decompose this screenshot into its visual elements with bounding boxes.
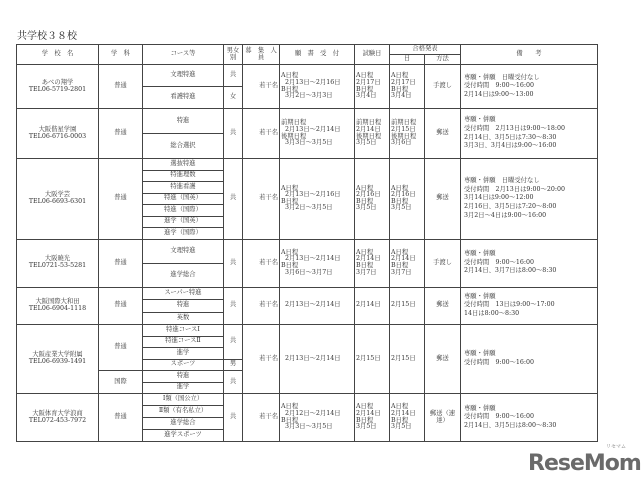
capacity: 若干名 bbox=[243, 394, 280, 442]
line-text: A日程 bbox=[281, 248, 299, 256]
application-period bbox=[280, 109, 355, 159]
exam-date bbox=[355, 109, 390, 159]
result-method: 手渡し bbox=[425, 65, 461, 109]
notes bbox=[461, 394, 598, 442]
line-text: A日程 bbox=[356, 184, 374, 192]
table-row bbox=[17, 239, 598, 263]
school-admission-table bbox=[16, 44, 598, 442]
result-date-lines bbox=[391, 120, 423, 146]
result-date bbox=[390, 394, 425, 442]
course: 進学（国英） bbox=[143, 216, 224, 228]
school-name: 大阪体育大学浪商 bbox=[32, 409, 83, 417]
result-date bbox=[390, 239, 425, 287]
application-period-lines bbox=[281, 250, 353, 276]
date-range: 2月13日～2月14日 bbox=[285, 125, 341, 133]
line-text: A日程 bbox=[356, 248, 374, 256]
note-line: 14日は8:00～8:30 bbox=[464, 310, 520, 318]
notes bbox=[461, 109, 598, 159]
result-date-lines bbox=[391, 404, 423, 430]
course: スポーツ bbox=[143, 359, 224, 371]
date-range: 3月2日～3月5日 bbox=[285, 204, 333, 212]
line-text: 2月15日 bbox=[391, 354, 416, 362]
result-date bbox=[390, 65, 425, 109]
application-period-lines bbox=[281, 404, 353, 430]
notes bbox=[461, 287, 598, 325]
note-line: 専願・併願 bbox=[464, 292, 496, 300]
notes bbox=[461, 325, 598, 394]
application-period bbox=[280, 394, 355, 442]
line-text: A日程 bbox=[281, 403, 299, 411]
date-range: 2月12日～2月14日 bbox=[285, 409, 341, 417]
department: 普通 bbox=[99, 287, 143, 325]
school-tel: TEL072-453-7972 bbox=[28, 416, 87, 424]
note-line: 2月14日、3月5日は8:00～8:30 bbox=[464, 421, 557, 429]
note-line: 受付時間 9:00～16:00 bbox=[464, 82, 535, 90]
result-method: 郵送（速達） bbox=[425, 394, 461, 442]
note-line: 受付時間 9:00～16:00 bbox=[464, 258, 535, 266]
table-body bbox=[17, 65, 598, 442]
result-method: 郵送 bbox=[425, 159, 461, 240]
department: 普通 bbox=[99, 159, 143, 240]
exam-date-lines bbox=[356, 356, 388, 363]
department: 普通 bbox=[99, 394, 143, 442]
line-text: B日程 bbox=[281, 85, 299, 93]
resemom-logo: ReseMom bbox=[528, 451, 641, 476]
header-result-date: 日 bbox=[390, 55, 425, 65]
line-text: 2月14日 bbox=[356, 301, 381, 309]
line-text: 3月5日 bbox=[356, 204, 377, 212]
application-period bbox=[280, 159, 355, 240]
department: 普通 bbox=[99, 239, 143, 287]
line-text: 3月4日 bbox=[391, 92, 412, 100]
application-period bbox=[280, 65, 355, 109]
gender: 男 bbox=[224, 359, 243, 371]
note-line: 2月14日、3月7日は8:00～8:30 bbox=[464, 267, 557, 275]
capacity: 若干名 bbox=[243, 239, 280, 287]
school-name-cell bbox=[17, 287, 99, 325]
logo-subtext: リセマム bbox=[606, 444, 626, 450]
school-tel: TEL06-6716-0003 bbox=[28, 132, 87, 140]
header-capacity: 募 集 人 員 bbox=[243, 45, 280, 65]
exam-date bbox=[355, 159, 390, 240]
course: 文理特進 bbox=[143, 65, 224, 87]
exam-date-lines bbox=[356, 186, 388, 212]
exam-date bbox=[355, 325, 390, 394]
course: 看護特進 bbox=[143, 87, 224, 109]
result-method: 郵送 bbox=[425, 325, 461, 394]
course: 文理特進 bbox=[143, 239, 224, 263]
line-text: B日程 bbox=[356, 85, 374, 93]
line-text: 3月5日 bbox=[391, 204, 412, 212]
school-name-cell bbox=[17, 394, 99, 442]
school-name-cell bbox=[17, 159, 99, 240]
line-text: 2月14日 bbox=[391, 255, 416, 263]
line-text: 3月7日 bbox=[356, 268, 377, 276]
course: 特進（国英） bbox=[143, 193, 224, 205]
capacity: 若干名 bbox=[243, 65, 280, 109]
line-text: 2月14日 bbox=[356, 409, 381, 417]
course: 特進 bbox=[143, 109, 224, 134]
line-text: A日程 bbox=[391, 72, 409, 80]
course: 進学（国際） bbox=[143, 228, 224, 240]
line-text: 2月17日 bbox=[391, 78, 416, 86]
gender: 女 bbox=[224, 87, 243, 109]
line-text: 前期日程 bbox=[281, 119, 307, 127]
line-text: A日程 bbox=[356, 72, 374, 80]
course: 特進 bbox=[143, 300, 224, 313]
header-result-method: 方法 bbox=[425, 55, 461, 65]
exam-date-lines bbox=[356, 404, 388, 430]
table-row bbox=[17, 159, 598, 171]
course: 総合選択 bbox=[143, 134, 224, 159]
course: 特進コースⅡ bbox=[143, 336, 224, 348]
line-text: A日程 bbox=[281, 184, 299, 192]
line-text: 2月17日 bbox=[356, 78, 381, 86]
line-text: 3月5日 bbox=[356, 423, 377, 431]
result-date bbox=[390, 109, 425, 159]
note-line: 専願・併願 日曜受付なし bbox=[464, 73, 540, 81]
table-row bbox=[17, 109, 598, 134]
line-text: 2月14日 bbox=[356, 255, 381, 263]
department: 普通 bbox=[99, 65, 143, 109]
school-name-cell bbox=[17, 65, 99, 109]
result-date-lines bbox=[391, 302, 423, 309]
course: 特進 bbox=[143, 371, 224, 383]
result-date-lines bbox=[391, 356, 423, 363]
result-method: 郵送 bbox=[425, 287, 461, 325]
note-line: 3月3日、3月4日は9:00～16:00 bbox=[464, 142, 557, 150]
note-line: 専願・併願 bbox=[464, 404, 496, 412]
school-name: 大阪偕星学園 bbox=[38, 125, 77, 133]
exam-date-lines bbox=[356, 250, 388, 276]
capacity: 若干名 bbox=[243, 287, 280, 325]
header-application: 願 書 受 付 bbox=[280, 45, 355, 65]
date-range: 3月6日～3月7日 bbox=[285, 268, 333, 276]
result-date-lines bbox=[391, 73, 423, 99]
header-course: コース等 bbox=[143, 45, 224, 65]
line-text: 2月16日 bbox=[356, 191, 381, 199]
notes bbox=[461, 239, 598, 287]
line-text: A日程 bbox=[391, 184, 409, 192]
course: 選抜特進 bbox=[143, 159, 224, 171]
line-text: 後期日程 bbox=[391, 132, 417, 140]
gender: 共 bbox=[224, 394, 243, 442]
school-tel: TEL06-6693-6301 bbox=[28, 197, 87, 205]
line-text: B日程 bbox=[281, 197, 299, 205]
line-text: B日程 bbox=[391, 262, 409, 269]
line-text: B日程 bbox=[281, 416, 299, 424]
exam-date bbox=[355, 239, 390, 287]
capacity: 若干名 bbox=[243, 325, 280, 394]
header-school-name: 学 校 名 bbox=[17, 45, 99, 65]
school-name: 大阪学芸 bbox=[44, 191, 71, 199]
line-text: 2月15日 bbox=[391, 125, 416, 133]
application-period-lines bbox=[281, 120, 353, 146]
department: 普通 bbox=[99, 109, 143, 159]
gender: 共 bbox=[224, 65, 243, 87]
exam-date-lines bbox=[356, 120, 388, 146]
result-date-lines bbox=[391, 250, 423, 276]
line-text: A日程 bbox=[391, 403, 409, 411]
course: 特進理数 bbox=[143, 170, 224, 182]
course: 進学 bbox=[143, 382, 224, 394]
line-text: 2月15日 bbox=[356, 354, 381, 362]
course: 英数 bbox=[143, 312, 224, 325]
line-text: A日程 bbox=[356, 403, 374, 411]
exam-date bbox=[355, 65, 390, 109]
date-range: 2月13日～2月14日 bbox=[285, 354, 341, 362]
line-text: 3月6日 bbox=[391, 139, 412, 147]
line-text: B日程 bbox=[391, 416, 409, 424]
line-text: B日程 bbox=[356, 197, 374, 205]
line-text: 3月5日 bbox=[356, 139, 377, 147]
gender: 共 bbox=[224, 325, 243, 360]
result-date-lines bbox=[391, 186, 423, 212]
date-range: 2月13日～2月14日 bbox=[285, 255, 341, 263]
line-text: B日程 bbox=[391, 197, 409, 205]
line-text: 前期日程 bbox=[391, 119, 417, 127]
line-text: 2月16日 bbox=[391, 191, 416, 199]
application-period-lines bbox=[281, 186, 353, 212]
result-date bbox=[390, 159, 425, 240]
application-period bbox=[280, 239, 355, 287]
school-name-cell bbox=[17, 325, 99, 394]
date-range: 2月13日～2月16日 bbox=[285, 191, 341, 199]
course: Ⅰ類（国公立） bbox=[143, 394, 224, 406]
department: 普通 bbox=[99, 325, 143, 371]
date-range: 2月13日～2月14日 bbox=[285, 301, 341, 309]
note-line: 受付時間 9:00～16:00 bbox=[464, 413, 535, 421]
note-line: 専願・併願 日曜受付なし bbox=[464, 177, 540, 185]
school-tel: TEL06-6939-1491 bbox=[28, 358, 87, 365]
page-title: 共学校３８校 bbox=[17, 31, 77, 42]
line-text: 後期日程 bbox=[281, 132, 307, 140]
header-result: 合格発表 bbox=[390, 45, 461, 55]
table-row bbox=[17, 65, 598, 87]
note-line: 専願・併願 bbox=[464, 116, 496, 124]
capacity: 若干名 bbox=[243, 159, 280, 240]
note-line: 専願・併願 bbox=[464, 250, 496, 258]
gender: 共 bbox=[224, 287, 243, 325]
line-text: 前期日程 bbox=[356, 119, 382, 127]
school-name-cell bbox=[17, 239, 99, 287]
line-text: B日程 bbox=[281, 262, 299, 269]
line-text: 2月14日 bbox=[356, 125, 381, 133]
note-line: 3月2日～4日は9:00～16:00 bbox=[464, 211, 547, 219]
note-line: 専願・併願 bbox=[464, 350, 496, 358]
date-range: 3月2日～3月3日 bbox=[285, 92, 333, 100]
application-period bbox=[280, 325, 355, 394]
course: Ⅱ類（有名私立） bbox=[143, 406, 224, 418]
course: 特進（国際） bbox=[143, 205, 224, 217]
result-date bbox=[390, 325, 425, 394]
header-gender: 男女別 bbox=[224, 45, 243, 65]
school-name: 大阪暁光 bbox=[44, 255, 71, 263]
note-line: 受付時間 2月13日は9:00～18:00 bbox=[464, 124, 565, 132]
date-range: 3月3日～3月5日 bbox=[285, 139, 333, 147]
date-range: 2月13日～2月16日 bbox=[285, 78, 341, 86]
header-department: 学 科 bbox=[99, 45, 143, 65]
application-period-lines bbox=[281, 356, 353, 363]
line-text: A日程 bbox=[391, 248, 409, 256]
line-text: B日程 bbox=[391, 85, 409, 93]
course: 進学総合 bbox=[143, 418, 224, 430]
note-line: 2月14日、3月5日は7:30～8:30 bbox=[464, 133, 557, 141]
line-text: 後期日程 bbox=[356, 132, 382, 140]
department: 国際 bbox=[99, 371, 143, 394]
note-line: 受付時間 2月13日は9:00～20:00 bbox=[464, 185, 565, 193]
school-tel: TEL0721-53-5281 bbox=[28, 262, 87, 269]
school-tel: TEL06-6904-1118 bbox=[28, 304, 87, 312]
notes bbox=[461, 159, 598, 240]
result-method: 手渡し bbox=[425, 239, 461, 287]
line-text: 3月4日 bbox=[356, 92, 377, 100]
line-text: 2月14日 bbox=[391, 409, 416, 417]
application-period-lines bbox=[281, 73, 353, 99]
exam-date-lines bbox=[356, 73, 388, 99]
school-name: あべの翔学 bbox=[41, 78, 74, 86]
exam-date bbox=[355, 394, 390, 442]
gender: 共 bbox=[224, 371, 243, 394]
table-row bbox=[17, 287, 598, 300]
date-range: 3月3日～3月5日 bbox=[285, 423, 333, 431]
school-name: 大阪産業大学附属 bbox=[32, 351, 83, 359]
notes bbox=[461, 65, 598, 109]
application-period-lines bbox=[281, 302, 353, 309]
note-line: 2月16日、3月5日は7:20～8:00 bbox=[464, 203, 557, 211]
course: 特進コースⅠ bbox=[143, 325, 224, 337]
result-method: 郵送 bbox=[425, 109, 461, 159]
course: 進学スポーツ bbox=[143, 430, 224, 442]
school-name: 大阪国際大和田 bbox=[35, 298, 80, 306]
gender: 共 bbox=[224, 109, 243, 159]
capacity: 若干名 bbox=[243, 109, 280, 159]
header-notes: 備 考 bbox=[461, 45, 598, 65]
course: 特進看護 bbox=[143, 182, 224, 194]
line-text: B日程 bbox=[356, 262, 374, 269]
result-date bbox=[390, 287, 425, 325]
course: 進学総合 bbox=[143, 263, 224, 287]
note-line: 受付時間 13日は9:00～17:00 bbox=[464, 301, 555, 309]
header-exam-date: 試験日 bbox=[355, 45, 390, 65]
line-text: A日程 bbox=[281, 72, 299, 80]
line-text: 2月15日 bbox=[391, 301, 416, 309]
line-text: 3月7日 bbox=[391, 268, 412, 276]
exam-date bbox=[355, 287, 390, 325]
table-row bbox=[17, 325, 598, 337]
note-line: 2月14日は9:00～13:00 bbox=[464, 90, 534, 98]
course: 進学 bbox=[143, 348, 224, 360]
school-name-cell bbox=[17, 109, 99, 159]
note-line: 受付時間 9:00～16:00 bbox=[464, 359, 535, 366]
exam-date-lines bbox=[356, 302, 388, 309]
gender: 共 bbox=[224, 159, 243, 240]
application-period bbox=[280, 287, 355, 325]
school-tel: TEL06-5719-2801 bbox=[28, 85, 87, 93]
line-text: B日程 bbox=[356, 416, 374, 424]
line-text: 3月5日 bbox=[391, 423, 412, 431]
gender: 共 bbox=[224, 239, 243, 287]
note-line: 3月14日は9:00～12:00 bbox=[464, 194, 534, 202]
table-row bbox=[17, 394, 598, 406]
course: スーパー特進 bbox=[143, 287, 224, 300]
